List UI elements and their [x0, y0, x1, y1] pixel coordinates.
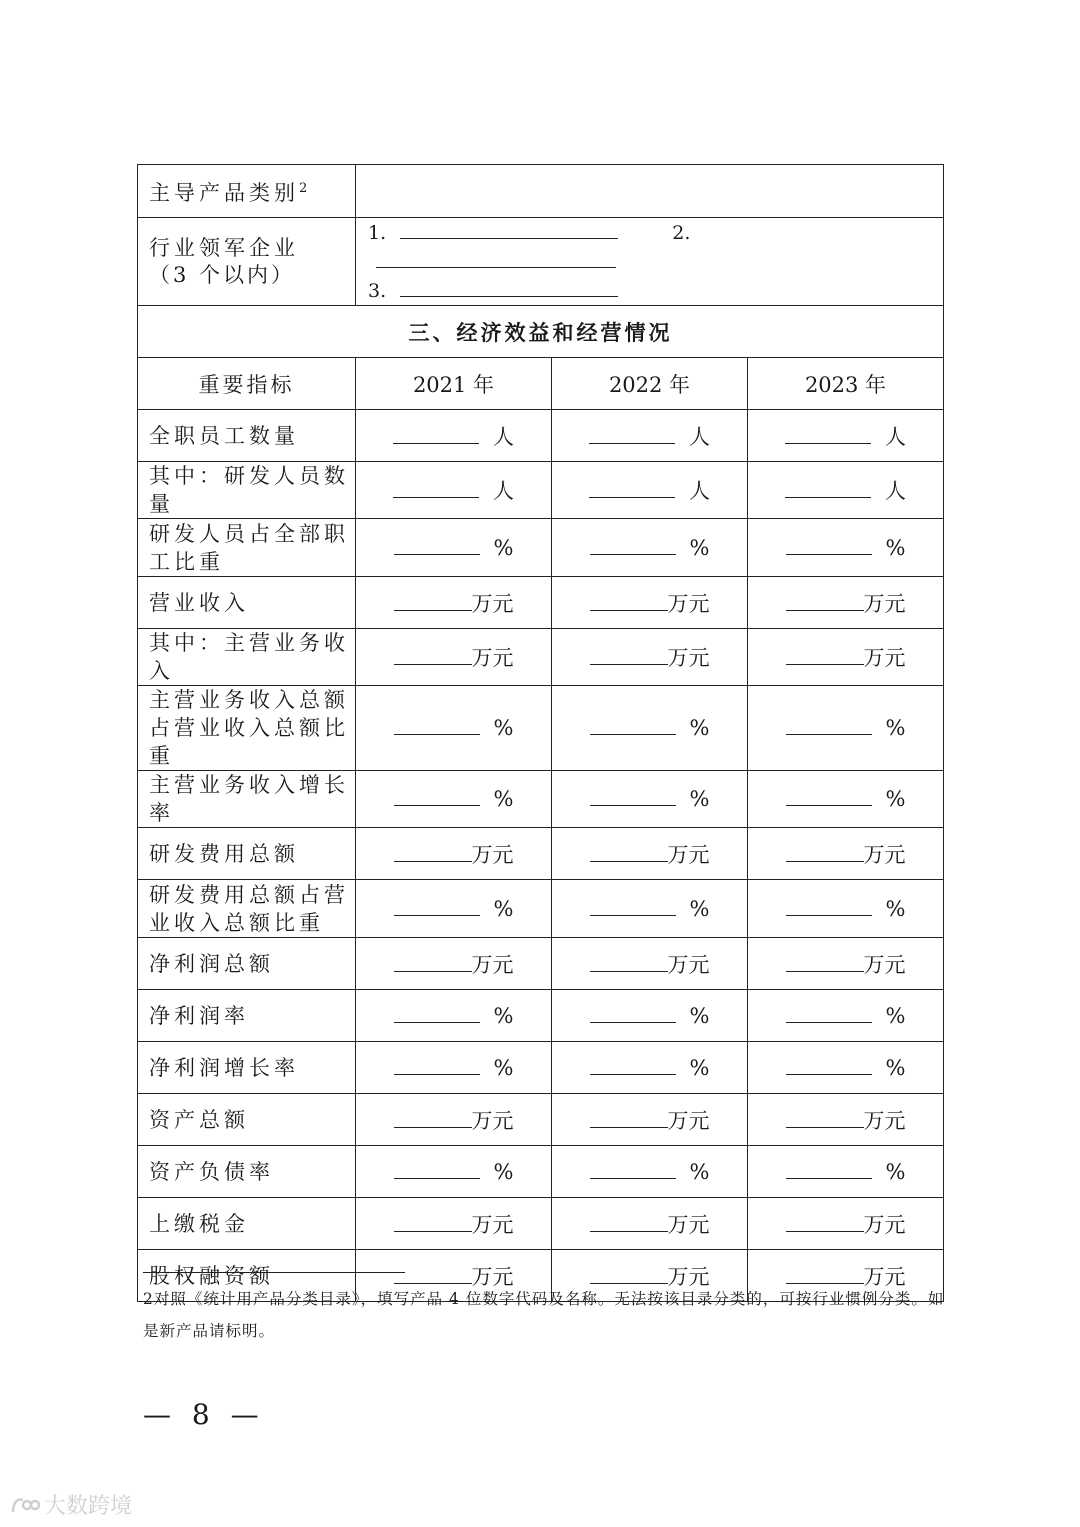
leader-3-field[interactable]: [400, 276, 618, 297]
product-category-row: [138, 165, 944, 218]
leader-1-number: 1.: [368, 222, 387, 244]
indicator-value-cell: [552, 410, 748, 462]
value-blank-field[interactable]: [786, 646, 864, 665]
unit-label: 万元: [667, 842, 710, 867]
value-blank-field[interactable]: [786, 716, 872, 735]
section-title: 三、经济效益和经营情况: [138, 306, 944, 358]
indicator-value-cell: [748, 1198, 944, 1250]
unit-label: %: [493, 787, 514, 811]
indicator-value-cell: [356, 828, 552, 880]
value-blank-field[interactable]: [394, 1265, 472, 1284]
indicator-label: 全职员工数量: [138, 410, 356, 462]
indicator-value-cell: [748, 1146, 944, 1198]
value-blank-field[interactable]: [786, 953, 864, 972]
unit-label: %: [885, 535, 906, 560]
enterprise-form-table: [137, 164, 944, 1302]
value-blank-field[interactable]: [786, 1004, 872, 1023]
indicator-label: 研发人员占全部职工比重: [138, 519, 356, 577]
indicator-value-cell: [552, 1146, 748, 1198]
value-blank-field[interactable]: [590, 536, 676, 555]
industry-leaders-label: 行业领军企业 （3 个以内）: [138, 218, 356, 306]
unit-label: %: [689, 535, 710, 560]
value-blank-field[interactable]: [393, 479, 479, 498]
leader-2-field[interactable]: [376, 247, 616, 268]
unit-label: 万元: [471, 842, 514, 867]
indicator-value-cell: [356, 1042, 552, 1094]
value-blank-field[interactable]: [786, 1213, 864, 1232]
value-blank-field[interactable]: [590, 646, 668, 665]
indicator-value-cell: [748, 410, 944, 462]
unit-label: 万元: [863, 952, 906, 977]
value-blank-field[interactable]: [786, 897, 872, 916]
footnote-rule: [143, 1272, 405, 1273]
value-blank-field[interactable]: [393, 425, 479, 444]
unit-label: 万元: [667, 591, 710, 616]
indicator-value-cell: [552, 519, 748, 577]
unit-label: 万元: [667, 1108, 710, 1133]
unit-label: 万元: [471, 1212, 514, 1237]
indicator-header-row: [138, 358, 944, 410]
indicator-row: [138, 771, 944, 828]
unit-label: 人: [493, 424, 514, 449]
indicator-value-cell: [552, 880, 748, 938]
unit-label: 万元: [667, 1212, 710, 1237]
indicator-label: 上缴税金: [138, 1198, 356, 1250]
unit-label: %: [493, 1003, 514, 1028]
indicator-value-cell: [356, 990, 552, 1042]
unit-label: %: [885, 716, 906, 740]
indicator-label: 其中：研发人员数量: [138, 462, 356, 519]
product-category-label: 主导产品类别$^2$: [138, 165, 356, 218]
unit-label: %: [885, 787, 906, 811]
value-blank-field[interactable]: [590, 897, 676, 916]
indicator-value-cell: [748, 990, 944, 1042]
indicator-value-cell: [356, 410, 552, 462]
indicator-label: 净利润率: [138, 990, 356, 1042]
indicator-row: [138, 519, 944, 577]
indicator-value-cell: [552, 629, 748, 686]
value-blank-field[interactable]: [590, 716, 676, 735]
unit-label: 人: [885, 424, 906, 449]
section-header-row: [138, 306, 944, 358]
indicator-value-cell: [748, 686, 944, 771]
unit-label: %: [689, 716, 710, 740]
indicator-label: 营业收入: [138, 577, 356, 629]
indicator-label: 净利润总额: [138, 938, 356, 990]
value-blank-field[interactable]: [590, 1109, 668, 1128]
value-blank-field[interactable]: [394, 716, 480, 735]
unit-label: 万元: [471, 646, 514, 670]
indicator-label: 其中：主营业务收入: [138, 629, 356, 686]
indicator-value-cell: [552, 938, 748, 990]
indicator-value-cell: [552, 990, 748, 1042]
value-blank-field[interactable]: [590, 787, 676, 806]
value-blank-field[interactable]: [590, 953, 668, 972]
unit-label: %: [689, 1159, 710, 1184]
watermark: [10, 1489, 132, 1520]
indicator-row: [138, 686, 944, 771]
indicator-value-cell: [552, 1198, 748, 1250]
indicator-label: 研发费用总额: [138, 828, 356, 880]
value-blank-field[interactable]: [394, 897, 480, 916]
indicator-row: [138, 828, 944, 880]
unit-label: 万元: [863, 1212, 906, 1237]
value-blank-field[interactable]: [589, 479, 675, 498]
indicator-value-cell: [748, 828, 944, 880]
leader-3-number: 3.: [368, 280, 387, 302]
indicator-value-cell: [356, 519, 552, 577]
indicator-value-cell: [356, 938, 552, 990]
indicator-value-cell: [552, 771, 748, 828]
value-blank-field[interactable]: [394, 843, 472, 862]
indicator-value-cell: [356, 1146, 552, 1198]
industry-leaders-inputs: [356, 218, 944, 306]
product-category-input[interactable]: [356, 165, 944, 218]
unit-label: 万元: [667, 646, 710, 670]
indicator-value-cell: [748, 938, 944, 990]
value-blank-field[interactable]: [785, 479, 871, 498]
value-blank-field[interactable]: [786, 1109, 864, 1128]
indicator-value-cell: [552, 686, 748, 771]
unit-label: %: [689, 1055, 710, 1080]
value-blank-field[interactable]: [786, 592, 864, 611]
indicator-value-cell: [356, 686, 552, 771]
indicator-value-cell: [748, 1094, 944, 1146]
value-blank-field[interactable]: [394, 787, 480, 806]
value-blank-field[interactable]: [394, 1213, 472, 1232]
value-blank-field[interactable]: [394, 1004, 480, 1023]
footnote-text: 2对照《统计用产品分类目录》，填写产品 4 位数字代码及名称。无法按该目录分类的，可按行业惯例分类。如是新产品请标明。: [143, 1290, 945, 1340]
industry-leaders-row: [138, 218, 944, 306]
page-number: — 8 —: [143, 1398, 265, 1431]
indicator-label: 股权融资额: [138, 1250, 356, 1302]
indicator-value-cell: [552, 828, 748, 880]
unit-label: %: [689, 896, 710, 921]
value-blank-field[interactable]: [786, 1160, 872, 1179]
indicator-label: 净利润增长率: [138, 1042, 356, 1094]
indicator-value-cell: [748, 629, 944, 686]
indicator-row: [138, 1042, 944, 1094]
value-blank-field[interactable]: [786, 843, 864, 862]
indicator-value-cell: [552, 1042, 748, 1094]
indicator-row: [138, 577, 944, 629]
value-blank-field[interactable]: [786, 1265, 864, 1284]
indicator-row: [138, 629, 944, 686]
value-blank-field[interactable]: [394, 1056, 480, 1075]
value-blank-field[interactable]: [786, 1056, 872, 1075]
year-header-2021: 2021 年: [356, 358, 552, 410]
indicator-value-cell: [748, 1042, 944, 1094]
indicator-row: [138, 880, 944, 938]
unit-label: %: [689, 1003, 710, 1028]
value-blank-field[interactable]: [590, 592, 668, 611]
year-header-2022: 2022 年: [552, 358, 748, 410]
indicator-label: 主营业务收入总额占营业收入总额比重: [138, 686, 356, 771]
unit-label: %: [885, 1003, 906, 1028]
watermark-logo-icon: [10, 1494, 40, 1516]
unit-label: %: [493, 896, 514, 921]
unit-label: 万元: [471, 1108, 514, 1133]
unit-label: 人: [689, 479, 710, 503]
unit-label: 万元: [863, 591, 906, 616]
unit-label: %: [885, 896, 906, 921]
value-blank-field[interactable]: [590, 1056, 676, 1075]
leader-1-field[interactable]: [400, 218, 618, 239]
unit-label: 万元: [863, 1264, 906, 1289]
value-blank-field[interactable]: [786, 536, 872, 555]
indicator-value-cell: [748, 519, 944, 577]
value-blank-field[interactable]: [590, 1265, 668, 1284]
unit-label: 万元: [863, 842, 906, 867]
indicator-value-cell: [356, 1094, 552, 1146]
value-blank-field[interactable]: [394, 646, 472, 665]
indicator-value-cell: [552, 577, 748, 629]
unit-label: %: [493, 716, 514, 740]
indicator-value-cell: [356, 1198, 552, 1250]
unit-label: 万元: [471, 1264, 514, 1289]
indicator-row: [138, 1146, 944, 1198]
unit-label: 万元: [667, 952, 710, 977]
unit-label: 万元: [863, 646, 906, 670]
watermark-text: 大数跨境: [44, 1494, 133, 1519]
indicator-label: 资产总额: [138, 1094, 356, 1146]
indicator-value-cell: [552, 462, 748, 519]
indicator-row: [138, 1094, 944, 1146]
indicator-value-cell: [748, 771, 944, 828]
indicator-label: 研发费用总额占营业收入总额比重: [138, 880, 356, 938]
indicator-value-cell: [356, 577, 552, 629]
unit-label: 万元: [471, 591, 514, 616]
indicator-row: [138, 462, 944, 519]
value-blank-field[interactable]: [394, 1160, 480, 1179]
value-blank-field[interactable]: [590, 1004, 676, 1023]
indicator-value-cell: [552, 1094, 748, 1146]
unit-label: %: [885, 1055, 906, 1080]
indicator-value-cell: [356, 462, 552, 519]
unit-label: %: [885, 1159, 906, 1184]
unit-label: 万元: [863, 1108, 906, 1133]
year-header-2023: 2023 年: [748, 358, 944, 410]
indicator-value-cell: [356, 880, 552, 938]
value-blank-field[interactable]: [589, 425, 675, 444]
metric-column-header: 重要指标: [138, 358, 356, 410]
indicator-row: [138, 410, 944, 462]
indicator-value-cell: [356, 629, 552, 686]
unit-label: 万元: [471, 952, 514, 977]
value-blank-field[interactable]: [590, 843, 668, 862]
value-blank-field[interactable]: [394, 592, 472, 611]
value-blank-field[interactable]: [590, 1160, 676, 1179]
indicator-row: [138, 990, 944, 1042]
unit-label: 人: [493, 479, 514, 503]
indicator-value-cell: [748, 462, 944, 519]
leader-2-number: 2.: [672, 222, 691, 244]
value-blank-field[interactable]: [590, 1213, 668, 1232]
unit-label: %: [689, 787, 710, 811]
value-blank-field[interactable]: [786, 787, 872, 806]
unit-label: 万元: [667, 1264, 710, 1289]
unit-label: 人: [885, 479, 906, 503]
value-blank-field[interactable]: [785, 425, 871, 444]
value-blank-field[interactable]: [394, 1109, 472, 1128]
indicator-label: 主营业务收入增长率: [138, 771, 356, 828]
unit-label: %: [493, 1159, 514, 1184]
indicator-value-cell: [748, 880, 944, 938]
unit-label: %: [493, 1055, 514, 1080]
indicator-row: [138, 938, 944, 990]
unit-label: %: [493, 535, 514, 560]
value-blank-field[interactable]: [394, 536, 480, 555]
footnote-marker: 2: [299, 181, 312, 196]
indicator-value-cell: [748, 577, 944, 629]
unit-label: 人: [689, 424, 710, 449]
indicator-value-cell: [356, 771, 552, 828]
indicator-row: [138, 1198, 944, 1250]
value-blank-field[interactable]: [394, 953, 472, 972]
indicator-label: 资产负债率: [138, 1146, 356, 1198]
